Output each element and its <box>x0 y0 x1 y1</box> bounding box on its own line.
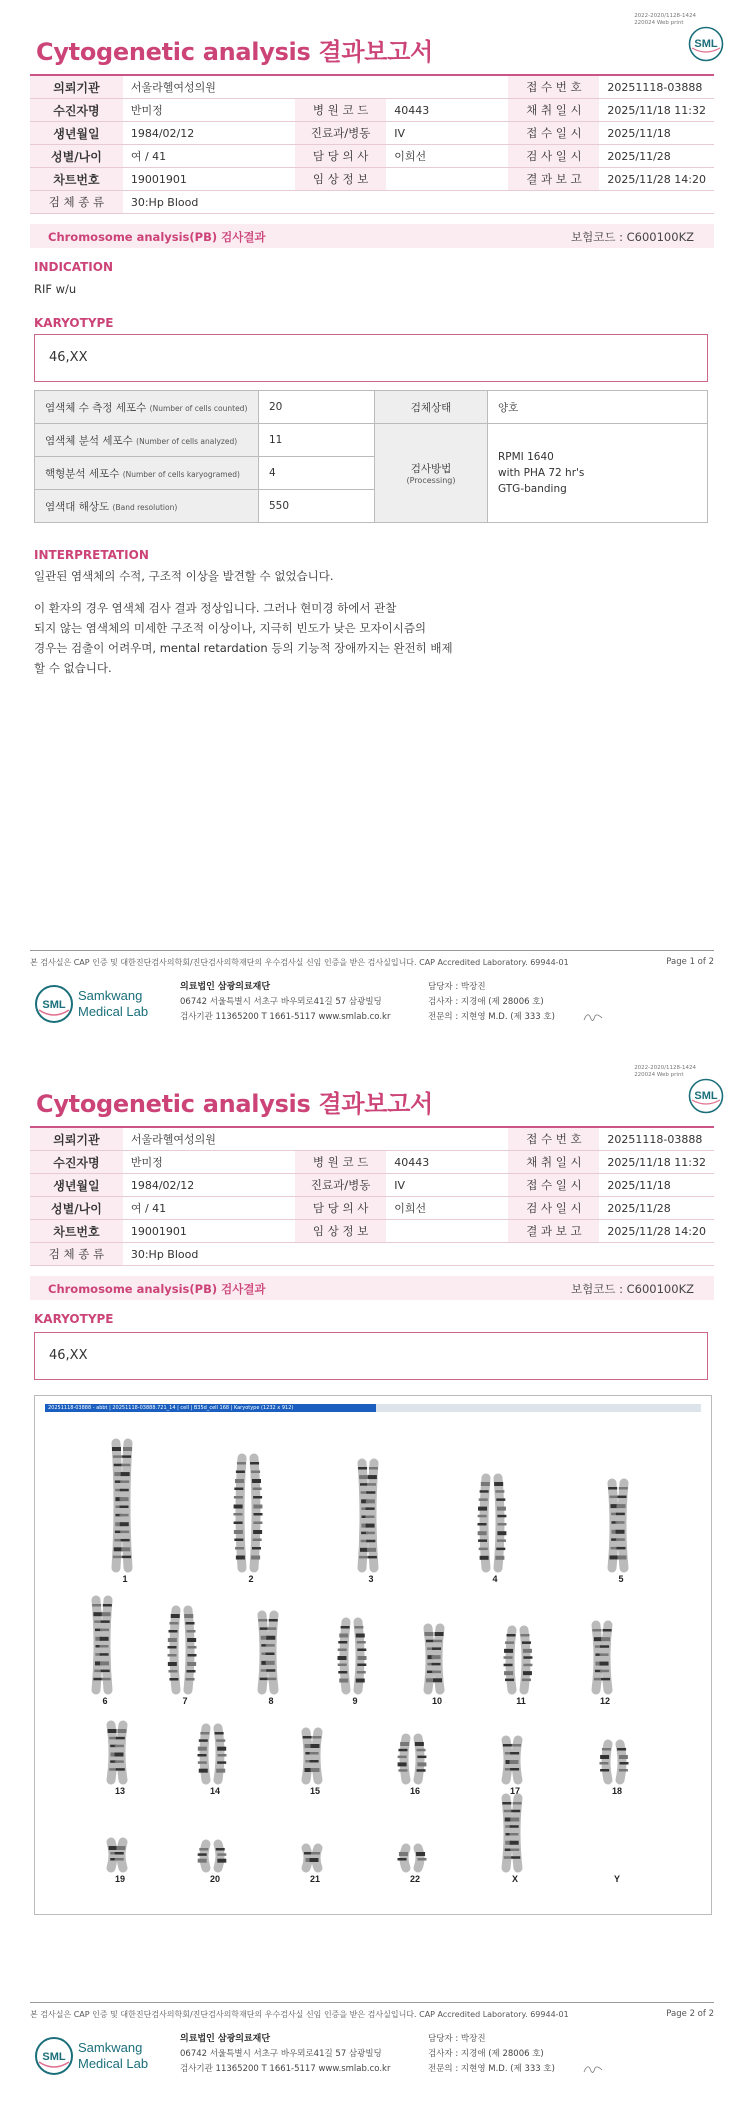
print-stamp: 2022-2020/1128-1424 220024 Web print <box>634 13 696 26</box>
chromosome-16 <box>415 1738 427 1780</box>
info-row: 성별/나이 여 / 41 담 당 의 사 이희선 검 사 일 시 2025/11/28 <box>30 145 714 168</box>
interpretation-detail: 이 환자의 경우 염색체 검사 결과 정상입니다. 그러나 현미경 하에서 관찰 되지 않는 염색체의 미세한 구조적 이상이나, 지극히 빈도가 낮은 모자이시즘의 경우는 검출이 어려우며, mental retardation 등의 기능적 장애까지는 완전히 배제 할 수 없습니다. <box>34 601 453 675</box>
chromosome-label: 9 <box>352 1696 358 1706</box>
svg-text:SML: SML <box>42 999 66 1011</box>
chromosome-label: 18 <box>611 1786 623 1796</box>
chromosome-label: X <box>511 1874 519 1884</box>
interpretation-summary: 일관된 염색체의 수적, 구조적 이상을 발견할 수 없었습니다. <box>34 569 334 583</box>
patient-info-table: 의뢰기관 서울라헬여성의원 접 수 번 호 20251118-03888 수진자명 반미정 병 원 코 드 40443 채 취 일 시 2025/11/18 11:32 생년월일 1984/02/12 진료과/병동 IV 접 수 일 시 2025/11/18 성별/나이 여 / 41 담 당 의 사 이희선 검 사 일 시 2025/11/28 차트번호 19001901 임 상 정 보 결 과 보 고 2025/11/28 14:20 검 체 종 류 30:Hp Blood <box>30 1126 714 1266</box>
karyotype-box <box>34 1332 708 1380</box>
chromosome-7 <box>184 1610 196 1690</box>
info-row: 의뢰기관 서울라헬여성의원 접 수 번 호 20251118-03888 <box>30 75 714 99</box>
chromosome-4 <box>494 1478 506 1568</box>
chromosome-label: 2 <box>248 1574 254 1584</box>
lab-address-block: 의료법인 삼광의료재단 06742 서울특별시 서초구 바우뫼로41길 57 삼광빌딩 검사기관 11365200 T 1661-5117 www.smlab.co.kr <box>180 2034 391 2074</box>
sml-logo-icon <box>688 26 724 62</box>
chromosome-18 <box>617 1744 628 1780</box>
samkwang-logo-icon <box>34 980 154 1028</box>
footer-divider <box>30 950 714 951</box>
chromosome-label: 11 <box>516 1696 526 1706</box>
lab-address-block: 의료법인 삼광의료재단 06742 서울특별시 서초구 바우뫼로41길 57 삼광빌딩 검사기관 11365200 T 1661-5117 www.smlab.co.kr <box>180 982 391 1022</box>
info-row: 차트번호 19001901 임 상 정 보 결 과 보 고 2025/11/28 14:20 <box>30 168 714 191</box>
insurance-code: 보험코드 : C600100KZ <box>571 230 694 244</box>
info-row: 생년월일 1984/02/12 진료과/병동 IV 접 수 일 시 2025/11/18 <box>30 122 714 145</box>
chromosome-label: 3 <box>368 1574 374 1584</box>
chromosome-label: 21 <box>309 1874 321 1884</box>
samkwang-logo-icon <box>34 2032 154 2080</box>
print-stamp: 2022-2020/1128-1424 220024 Web print <box>634 1065 696 1078</box>
chromosome-14 <box>198 1728 210 1780</box>
page-number: Page 2 of 2 <box>666 2009 714 2019</box>
result-header-bar <box>30 224 714 248</box>
interpretation-heading: INTERPRETATION <box>34 548 149 562</box>
indication-heading: INDICATION <box>34 260 113 274</box>
chromosome-22 <box>416 1848 426 1868</box>
chromosome-label: 14 <box>209 1786 221 1796</box>
chromosome-label: 8 <box>268 1696 274 1706</box>
chromosome-16 <box>398 1738 410 1780</box>
karyotype-box <box>34 334 708 382</box>
chromosome-label: 5 <box>618 1574 624 1584</box>
staff-block: 담당자 : 박장진 검사자 : 지경애 (제 28006 호) 전문의 : 지현영 M.D. (제 333 호) <box>428 982 555 1022</box>
report-title: Cytogenetic analysis 결과보고서 <box>36 1090 433 1118</box>
svg-text:SML: SML <box>42 2051 66 2063</box>
signature-icon <box>582 1010 604 1024</box>
staff-block: 담당자 : 박장진 검사자 : 지경애 (제 28006 호) 전문의 : 지현영 M.D. (제 333 호) <box>428 2034 555 2074</box>
chromosome-11 <box>520 1630 532 1690</box>
chromosome-label: 4 <box>492 1574 498 1584</box>
svg-text:Medical Lab: Medical Lab <box>78 1004 149 1019</box>
chromosome-20 <box>216 1844 227 1868</box>
karyotype-value: 46,XX <box>49 1348 88 1363</box>
svg-text:SML: SML <box>694 1090 718 1102</box>
page-number: Page 1 of 2 <box>666 957 714 967</box>
sml-logo-icon <box>688 1078 724 1114</box>
chromosome-label: Y <box>613 1874 621 1884</box>
signature-icon <box>582 2062 604 2076</box>
chromosome-label: 22 <box>409 1874 421 1884</box>
chromosome-label: 1 <box>122 1574 128 1584</box>
svg-text:Samkwang: Samkwang <box>78 2040 143 2055</box>
chromosome-label: 20 <box>209 1874 221 1884</box>
chromosome-label: 17 <box>509 1786 521 1796</box>
result-header-bar: Chromosome analysis(PB) 검사결과 보험코드 : C600100KZ <box>30 1276 714 1300</box>
chromosome-9 <box>354 1622 366 1690</box>
karyogram-image <box>34 1395 712 1915</box>
result-header-title: Chromosome analysis(PB) 검사결과 <box>48 230 266 244</box>
karyotype-heading: KARYOTYPE <box>34 316 114 330</box>
chromosome-label: 12 <box>599 1696 611 1706</box>
chromosome-label: 10 <box>431 1696 443 1706</box>
chromosome-11 <box>504 1630 516 1690</box>
accreditation-note: 본 검사실은 CAP 인증 및 대한진단검사의학회/진단검사의학재단의 우수검사실 신임 인증을 받은 검사실입니다. CAP Accredited Laboratory. 69944-01 <box>30 2010 569 2019</box>
chromosome-9 <box>338 1622 350 1690</box>
karyogram-chromosomes <box>35 1414 711 1914</box>
karyotype-heading: KARYOTYPE <box>34 1312 114 1326</box>
info-row: 수진자명 반미정 병 원 코 드 40443 채 취 일 시 2025/11/18 11:32 <box>30 99 714 122</box>
chromosome-label: 16 <box>409 1786 421 1796</box>
info-row: 검 체 종 류 30:Hp Blood <box>30 191 714 214</box>
patient-info-table <box>30 74 714 214</box>
chromosome-22 <box>398 1848 408 1868</box>
svg-text:Samkwang: Samkwang <box>78 988 143 1003</box>
accreditation-note: 본 검사실은 CAP 인증 및 대한진단검사의학회/진단검사의학재단의 우수검사실 신임 인증을 받은 검사실입니다. CAP Accredited Laboratory. 69944-01 <box>30 958 569 967</box>
chromosome-2 <box>234 1458 246 1568</box>
chromosome-20 <box>198 1844 209 1868</box>
chromosome-label: 7 <box>182 1696 188 1706</box>
chromosome-4 <box>478 1478 490 1568</box>
karyogram-titlebar: 20251118-03888 - abbt | 20251118-03888.721_14 | cell | B35d_cell 168 | Karyotype (1232 x 912) <box>45 1404 701 1412</box>
chromosome-label: 15 <box>309 1786 321 1796</box>
indication-text: RIF w/u <box>34 282 77 296</box>
chromosome-label: 19 <box>114 1874 126 1884</box>
cell-count-table: 염색체 수 측정 세포수 (Number of cells counted) 20 검체상태 양호 염색체 분석 세포수 (Number of cells analyzed) 11 검사방법 (Processing) RPMI 1640 with PHA 72 hr's GTG-banding 핵형분석 세포수 (Number of cells karyogramed) 4 염색대 해상도 (Band resolution) 550 <box>34 390 708 523</box>
chromosome-7 <box>168 1610 180 1690</box>
chromosome-18 <box>600 1744 611 1780</box>
chromosome-label: 13 <box>114 1786 126 1796</box>
footer-divider <box>30 2002 714 2003</box>
karyotype-value: 46,XX <box>49 350 88 365</box>
chromosome-14 <box>215 1728 227 1780</box>
chromosome-2 <box>250 1458 262 1568</box>
chromosome-label: 6 <box>102 1696 108 1706</box>
svg-text:SML: SML <box>694 38 718 50</box>
svg-text:Medical Lab: Medical Lab <box>78 2056 149 2071</box>
report-title: Cytogenetic analysis 결과보고서 <box>36 38 433 66</box>
